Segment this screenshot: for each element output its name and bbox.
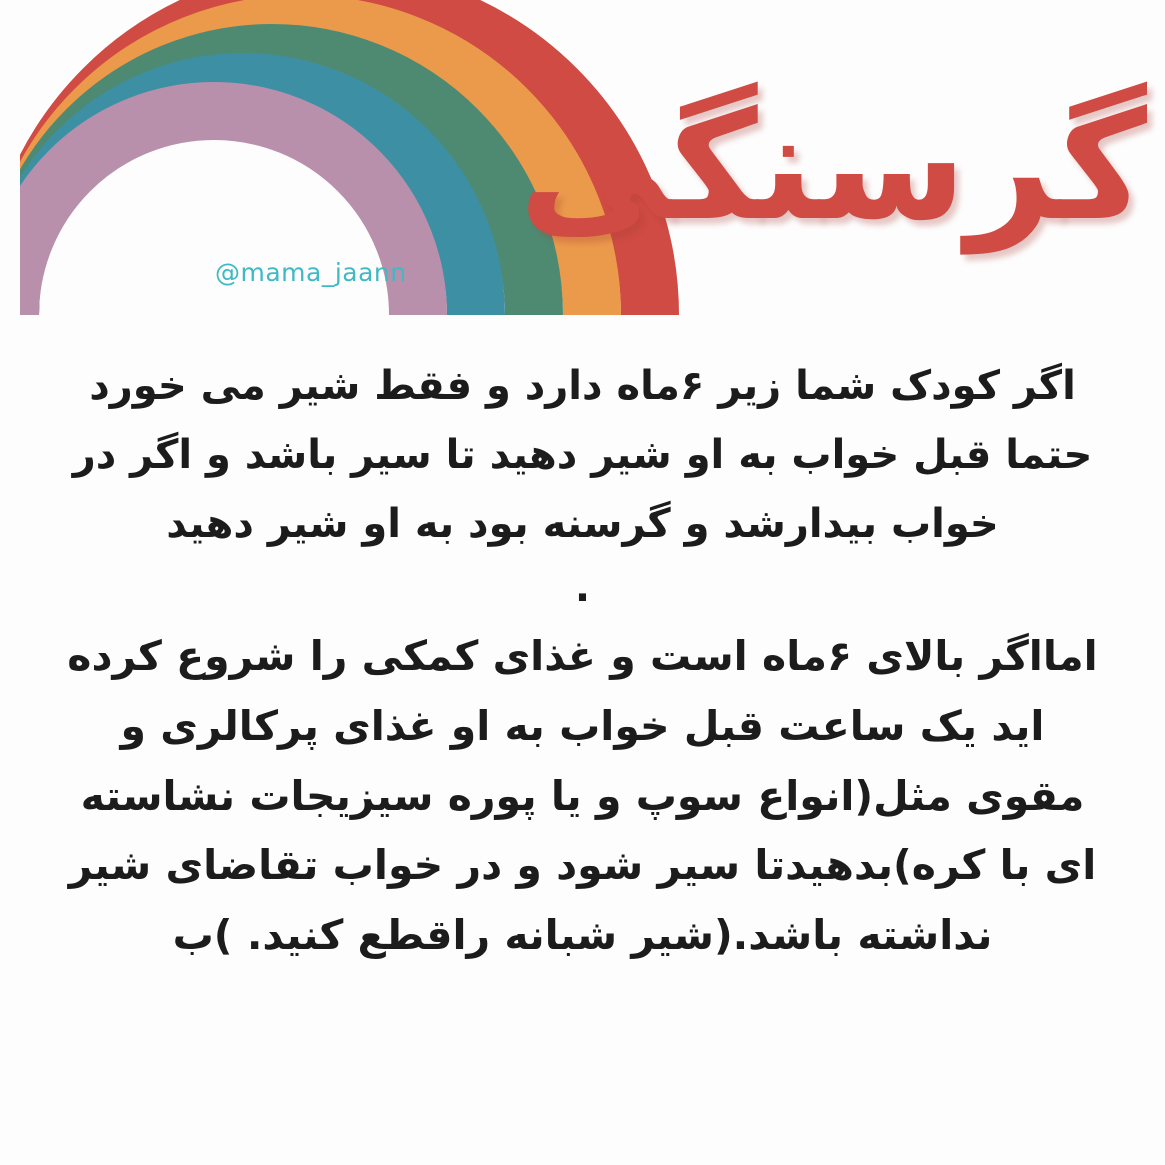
- body-paragraph-2: امااگر بالای ۶ماه است و غذای کمکی را شروع کرده اید یک ساعت قبل خواب به او غذای پرکالری و مقوی مثل(انواع سوپ و یا پوره سیزیجات نشاسته ای با کره)بدهیدتا سیر شود و در خواب تقاضای شیر نداشته باشد.(شیر شبانه راقطع کنید. )ب: [67, 632, 1098, 960]
- post-body: [58, 352, 1107, 971]
- account-handle-watermark: @mama_jaann: [215, 258, 407, 287]
- page-title: گرسنگی: [518, 80, 1147, 254]
- body-separator: .: [574, 565, 591, 612]
- body-paragraph-1: اگر کودک شما زیر ۶ماه دارد و فقط شیر می خورد حتما قبل خواب به او شیر دهید تا سیر باشد و اگر در خواب بیدارشد و گرسنه بود به او شیر دهید: [72, 363, 1093, 547]
